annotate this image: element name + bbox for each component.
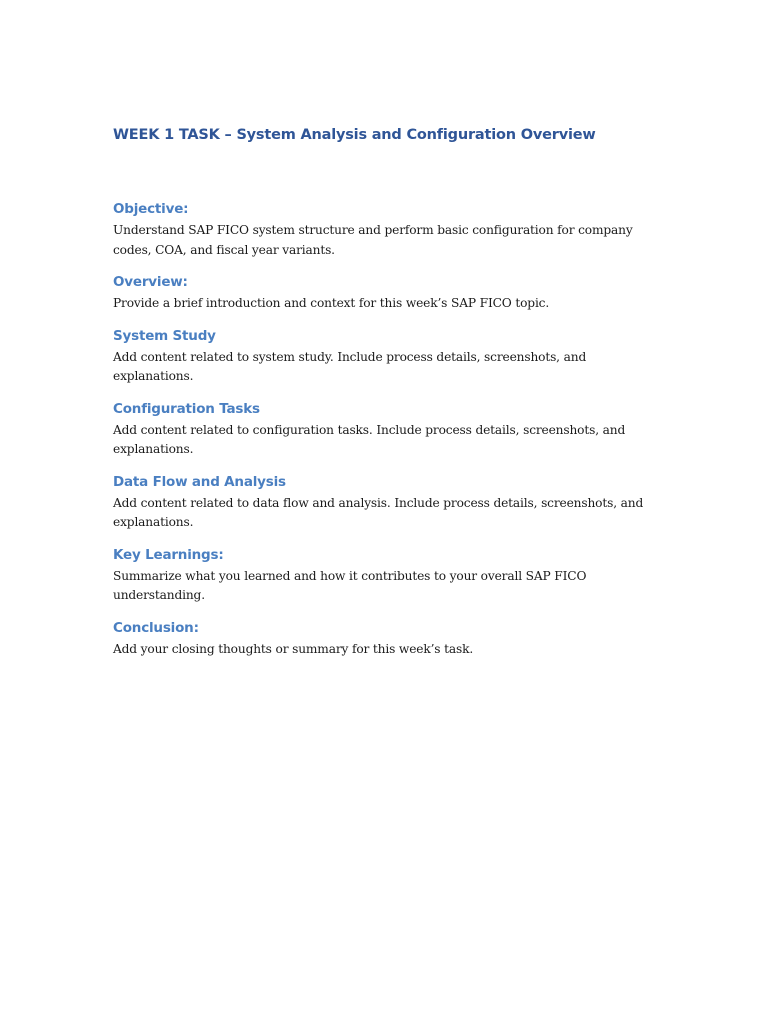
section-heading: System Study [113, 327, 216, 344]
section-heading: Configuration Tasks [113, 400, 260, 417]
document-sections [113, 199, 663, 659]
section-heading: Objective: [113, 201, 189, 217]
section-body: Add content related to system study. Include process details, screenshots, and explanations. [113, 349, 587, 383]
section-body: Summarize what you learned and how it contributes to your overall SAP FICO understanding. [113, 568, 587, 602]
section-body: Provide a brief introduction and context for this week’s SAP FICO topic. [113, 296, 550, 310]
section-heading: Conclusion: [113, 619, 199, 636]
section-conclusion [113, 618, 663, 660]
section-system-study [113, 326, 663, 387]
section-heading: Overview: [113, 274, 188, 290]
section-body: Add content related to data flow and analysis. Include process details, screenshots, and explanations. [113, 495, 644, 529]
section-heading: Data Flow and Analysis [113, 473, 286, 490]
document-content [113, 124, 663, 671]
section-overview [113, 272, 663, 314]
section-body: Add content related to configuration tasks. Include process details, screenshots, and explanations. [113, 422, 626, 456]
section-body: Add your closing thoughts or summary for this week’s task. [113, 641, 474, 656]
document-title: WEEK 1 TASK – System Analysis and Configuration Overview [113, 127, 596, 143]
section-configuration-tasks [113, 399, 663, 460]
section-objective [113, 199, 663, 260]
section-key-learnings [113, 545, 663, 606]
section-heading: Key Learnings: [113, 546, 224, 563]
section-body: Understand SAP FICO system structure and perform basic configuration for company codes, COA, and fiscal year variants. [113, 223, 633, 257]
section-data-flow [113, 472, 663, 533]
